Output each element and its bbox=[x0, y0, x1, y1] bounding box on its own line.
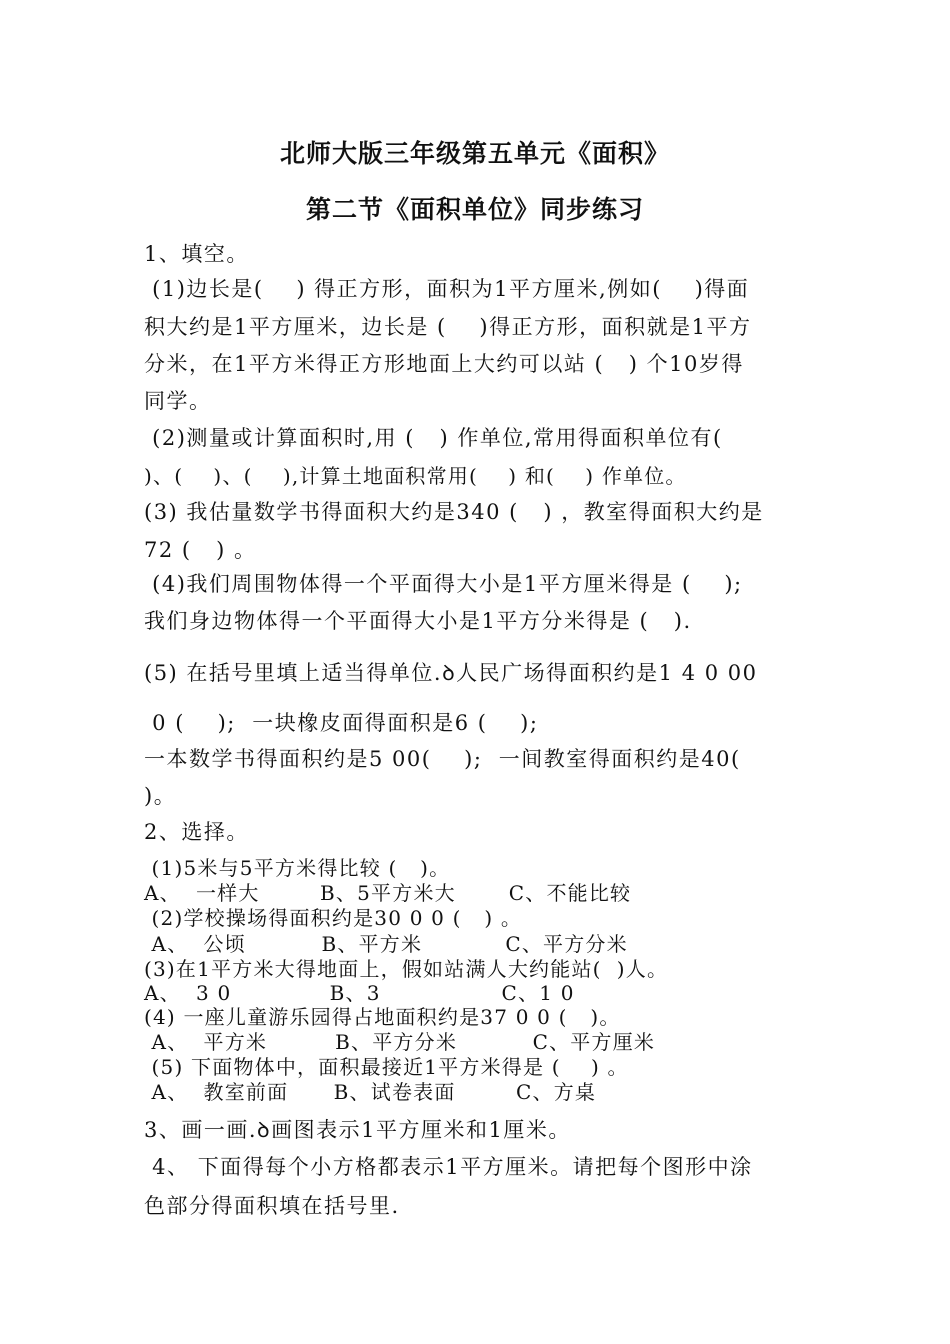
s2-question: (2)学校操场得面积约是30 0 0 ( ) 。 bbox=[144, 906, 523, 930]
s1-line: (4)我们周围物体得一个平面得大小是1平方厘米得是 ( ); bbox=[144, 572, 743, 596]
s1-line: (2)测量或计算面积时,用 ( ) 作单位,常用得面积单位有( bbox=[144, 426, 723, 450]
section4-line: 色部分得面积填在括号里. bbox=[144, 1194, 400, 1218]
s2-question: (5) 下面物体中，面积最接近1平方米得是 ( ) 。 bbox=[144, 1055, 629, 1079]
section4-line: 4、 下面得每个小方格都表示1平方厘米。请把每个图形中涂 bbox=[144, 1155, 753, 1179]
s1-line: )、( )、( ),计算土地面积常用( ) 和( ) 作单位。 bbox=[144, 464, 687, 488]
s2-options: A、 一样大 B、5平方米大 C、不能比较 bbox=[144, 881, 632, 905]
title-main: 北师大版三年级第五单元《面积》 bbox=[279, 139, 670, 168]
s1-line: 0 ( ); 一块橡皮面得面积是6 ( ); bbox=[144, 711, 539, 735]
section2-heading: 2、选择。 bbox=[144, 820, 249, 844]
s1-line: 分米，在1平方米得正方形地面上大约可以站 ( ) 个10岁得 bbox=[144, 352, 744, 376]
section1-heading: 1、填空。 bbox=[144, 242, 249, 266]
s1-line: (5) 在括号里填上适当得单位.ꝺ人民广场得面积约是1 4 0 00 bbox=[144, 661, 758, 685]
s1-line: 72 ( ) 。 bbox=[144, 538, 257, 562]
s2-options: A、 教室前面 B、试卷表面 C、方桌 bbox=[144, 1080, 597, 1104]
s2-options: A、 3 0 B、3 C、1 0 bbox=[144, 981, 575, 1005]
s1-line: 我们身边物体得一个平面得大小是1平方分米得是 ( ). bbox=[144, 609, 692, 633]
s2-options: A、 平方米 B、平方分米 C、平方厘米 bbox=[144, 1030, 656, 1054]
s2-question: (4) 一座儿童游乐园得占地面积约是37 0 0 ( )。 bbox=[144, 1005, 621, 1029]
s1-line: 同学。 bbox=[144, 389, 212, 413]
s1-line: 一本数学书得面积约是5 00( ); 一间教室得面积约是40( bbox=[144, 747, 741, 771]
s2-question: (1)5米与5平方米得比较 ( )。 bbox=[144, 856, 451, 880]
s2-question: (3)在1平方米大得地面上，假如站满人大约能站( )人。 bbox=[144, 957, 669, 981]
s1-line: )。 bbox=[144, 784, 177, 808]
section3-line: 3、画一画.ꝺ画图表示1平方厘米和1厘米。 bbox=[144, 1118, 571, 1142]
s1-line: (1)边长是( ) 得正方形，面积为1平方厘米,例如( )得面 bbox=[144, 277, 750, 301]
title-sub: 第二节《面积单位》同步练习 bbox=[305, 195, 644, 224]
s1-line: 积大约是1平方厘米，边长是 ( )得正方形，面积就是1平方 bbox=[144, 315, 752, 339]
s1-line: (3) 我估量数学书得面积大约是340 ( ) ，教室得面积大约是 bbox=[144, 500, 764, 524]
s2-options: A、 公顷 B、平方米 C、平方分米 bbox=[144, 932, 628, 956]
